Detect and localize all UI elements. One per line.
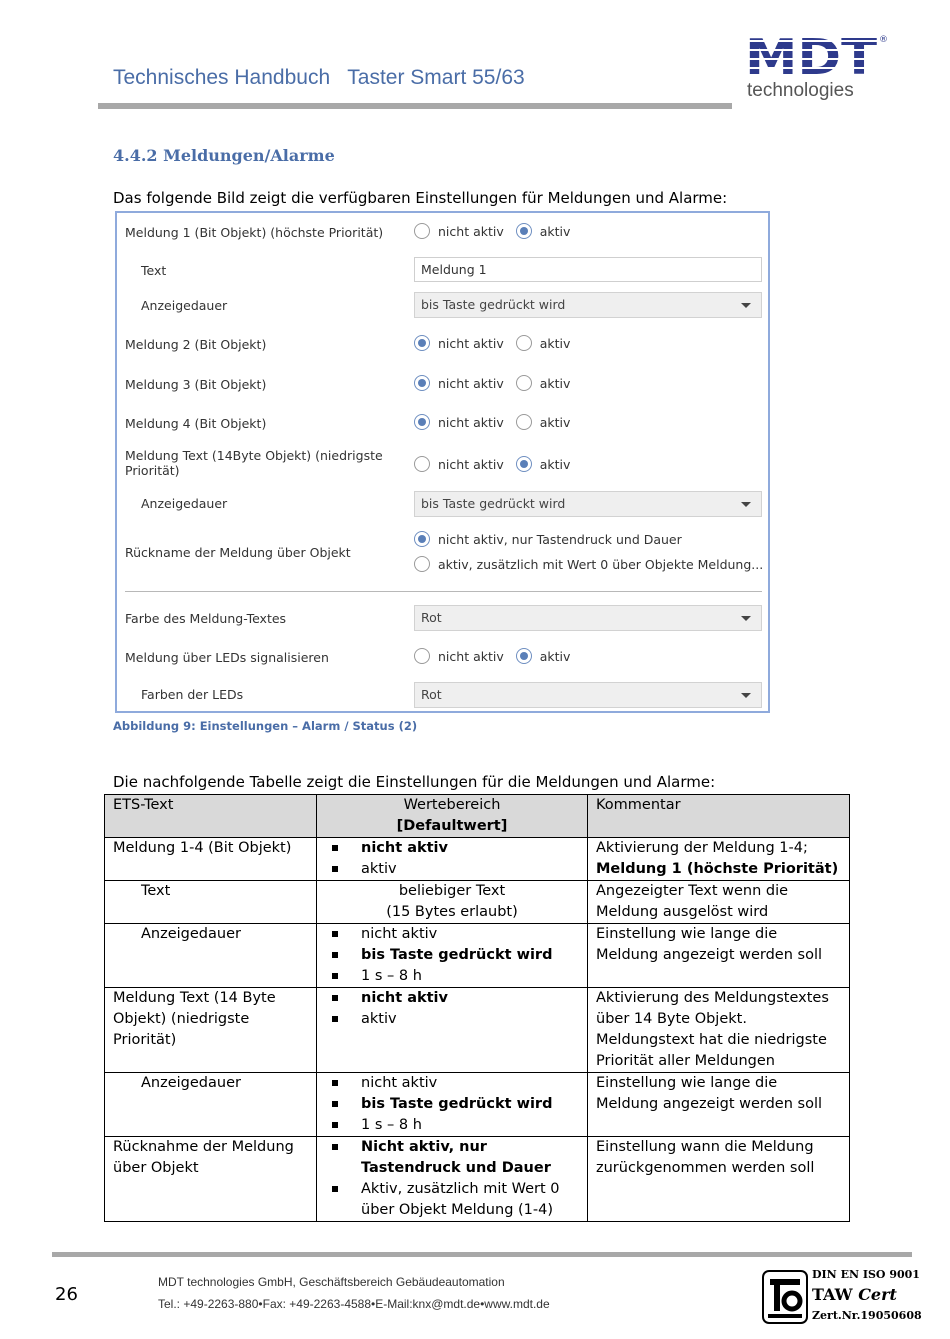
cell-ets: Meldung Text (14 Byte Objekt) (niedrigste Priorität) xyxy=(105,988,317,1073)
cell-values: beliebiger Text (15 Bytes erlaubt) xyxy=(317,881,588,924)
radio-option[interactable]: aktiv xyxy=(516,223,571,239)
radio-on-icon[interactable] xyxy=(516,648,532,664)
value-item: Aktiv, zusätzlich mit Wert 0 über Objekt Meldung (1-4) xyxy=(325,1179,579,1221)
document-title: Technisches Handbuch Taster Smart 55/63 xyxy=(113,66,525,89)
radio-option[interactable]: aktiv xyxy=(516,414,571,430)
label-meldung-4: Meldung 4 (Bit Objekt) xyxy=(125,416,267,431)
radio-off-icon[interactable] xyxy=(414,456,430,472)
cell-comment: Einstellung wann die Meldung zurückgenommen werden soll xyxy=(588,1137,850,1222)
text-input[interactable]: Meldung 1 xyxy=(414,257,762,282)
cert-taw: TAW Cert xyxy=(812,1285,897,1304)
radio-off-icon[interactable] xyxy=(414,556,430,572)
radio-group-leds xyxy=(414,648,582,664)
value-item: Nicht aktiv, nur Tastendruck und Dauer xyxy=(325,1137,579,1179)
anzeigedauer-select[interactable]: bis Taste gedrückt wird xyxy=(414,292,762,318)
radio-on-icon[interactable] xyxy=(414,531,430,547)
mdt-logo xyxy=(745,30,890,102)
label-leds-signal: Meldung über LEDs signalisieren xyxy=(125,650,329,665)
radio-on-icon[interactable] xyxy=(414,335,430,351)
value-item: nicht aktiv xyxy=(325,988,579,1009)
cell-comment: Aktivierung des Meldungstextes über 14 Byte Objekt. Meldungstext hat die niedrigste Priorität aller Meldungen xyxy=(588,988,850,1073)
radio-on-icon[interactable] xyxy=(414,375,430,391)
dropdown-arrow-icon[interactable] xyxy=(741,502,751,507)
radio-option[interactable]: nicht aktiv xyxy=(414,335,504,351)
dropdown-arrow-icon[interactable] xyxy=(741,303,751,308)
cell-ets: Anzeigedauer xyxy=(105,1073,317,1137)
table-row xyxy=(105,881,850,924)
radio-option[interactable]: nicht aktiv xyxy=(414,648,504,664)
table-row xyxy=(105,1073,850,1137)
value-item: nicht aktiv xyxy=(325,838,579,859)
settings-table xyxy=(104,794,850,1222)
label-meldung-2: Meldung 2 (Bit Objekt) xyxy=(125,337,267,352)
cell-values xyxy=(317,1073,588,1137)
value-item: bis Taste gedrückt wird xyxy=(325,945,579,966)
cert-number: Zert.Nr.19050608 xyxy=(812,1309,922,1322)
label-ruecknahme: Rückname der Meldung über Objekt xyxy=(125,545,351,560)
radio-off-icon[interactable] xyxy=(414,648,430,664)
label-farbe-text: Farbe des Meldung-Textes xyxy=(125,611,287,626)
dropdown-arrow-icon[interactable] xyxy=(741,693,751,698)
table-row xyxy=(105,838,850,881)
value-item: aktiv xyxy=(325,1009,579,1030)
header-wertebereich: Wertebereich [Defaultwert] xyxy=(317,795,588,838)
value-item: nicht aktiv xyxy=(325,924,579,945)
cell-comment: Aktivierung der Meldung 1-4; Meldung 1 (höchste Priorität) xyxy=(588,838,850,881)
cell-values xyxy=(317,988,588,1073)
radio-group-meldung-4 xyxy=(414,414,582,430)
table-row xyxy=(105,1137,850,1222)
cell-comment: Angezeigter Text wenn die Meldung ausgelöst wird xyxy=(588,881,850,924)
label-anzeigedauer: Anzeigedauer xyxy=(141,298,228,313)
radio-group-meldung-1 xyxy=(414,223,582,239)
settings-screenshot xyxy=(115,211,770,713)
table-intro: Die nachfolgende Tabelle zeigt die Einstellungen für die Meldungen und Alarme: xyxy=(113,773,716,791)
label-text: Text xyxy=(141,263,167,278)
logo-subtitle: technologies xyxy=(747,80,854,101)
logo-registered: ® xyxy=(879,35,888,45)
radio-option[interactable]: aktiv xyxy=(516,648,571,664)
section-title: 4.4.2 Meldungen/Alarme xyxy=(113,146,335,165)
cell-values xyxy=(317,838,588,881)
footer-contact: Tel.: +49-2263-880•Fax: +49-2263-4588•E-Mail:knx@mdt.de•www.mdt.de xyxy=(158,1297,550,1311)
label-farben-leds: Farben der LEDs xyxy=(141,687,244,702)
header-rule xyxy=(98,103,732,109)
radio-option[interactable]: aktiv xyxy=(516,375,571,391)
header-kommentar: Kommentar xyxy=(588,795,850,838)
footer-company: MDT technologies GmbH, Geschäftsbereich Gebäudeautomation xyxy=(158,1275,505,1289)
cell-comment: Einstellung wie lange die Meldung angezeigt werden soll xyxy=(588,924,850,988)
radio-on-icon[interactable] xyxy=(414,414,430,430)
section-intro: Das folgende Bild zeigt die verfügbaren Einstellungen für Meldungen und Alarme: xyxy=(113,189,728,207)
label-meldung-1: Meldung 1 (Bit Objekt) (höchste Priorität) xyxy=(125,225,384,240)
radio-on-icon[interactable] xyxy=(516,223,532,239)
radio-option[interactable]: nicht aktiv xyxy=(414,456,504,472)
radio-on-icon[interactable] xyxy=(516,456,532,472)
label-anzeigedauer-text: Anzeigedauer xyxy=(141,496,228,511)
cell-values xyxy=(317,924,588,988)
value-item: bis Taste gedrückt wird xyxy=(325,1094,579,1115)
page-number: 26 xyxy=(55,1284,78,1305)
cell-ets: Text xyxy=(105,881,317,924)
cell-ets: Rücknahme der Meldung über Objekt xyxy=(105,1137,317,1222)
farbe-text-select[interactable]: Rot xyxy=(414,605,762,631)
label-meldung-3: Meldung 3 (Bit Objekt) xyxy=(125,377,267,392)
certification-badge xyxy=(762,1268,922,1326)
radio-group-meldung-text xyxy=(414,456,582,472)
radio-option[interactable]: nicht aktiv xyxy=(414,414,504,430)
table-row xyxy=(105,988,850,1073)
panel-separator xyxy=(125,591,762,592)
cell-values xyxy=(317,1137,588,1222)
radio-off-icon[interactable] xyxy=(516,414,532,430)
label-meldung-text: Meldung Text (14Byte Objekt) (niedrigste Priorität) xyxy=(125,448,383,478)
value-item: 1 s – 8 h xyxy=(325,1115,579,1136)
radio-option[interactable]: aktiv, zusätzlich mit Wert 0 über Objekte Meldung... xyxy=(414,556,763,572)
dropdown-arrow-icon[interactable] xyxy=(741,616,751,621)
cell-ets: Anzeigedauer xyxy=(105,924,317,988)
radio-off-icon[interactable] xyxy=(414,223,430,239)
radio-option[interactable]: nicht aktiv xyxy=(414,375,504,391)
radio-group-meldung-3 xyxy=(414,375,582,391)
value-item: nicht aktiv xyxy=(325,1073,579,1094)
header-ets-text: ETS-Text xyxy=(105,795,317,838)
figure-caption: Abbildung 9: Einstellungen – Alarm / Status (2) xyxy=(113,719,418,733)
table-header-row xyxy=(105,795,850,838)
value-item: 1 s – 8 h xyxy=(325,966,579,987)
radio-option[interactable]: aktiv xyxy=(516,456,571,472)
radio-off-icon[interactable] xyxy=(516,375,532,391)
value-item: aktiv xyxy=(325,859,579,880)
cell-comment: Einstellung wie lange die Meldung angezeigt werden soll xyxy=(588,1073,850,1137)
cert-iso: DIN EN ISO 9001 xyxy=(812,1268,920,1281)
cell-ets: Meldung 1-4 (Bit Objekt) xyxy=(105,838,317,881)
radio-group-meldung-2 xyxy=(414,335,582,351)
anzeigedauer-text-select[interactable]: bis Taste gedrückt wird xyxy=(414,491,762,517)
radio-off-icon[interactable] xyxy=(516,335,532,351)
radio-option[interactable]: nicht aktiv xyxy=(414,223,504,239)
radio-option[interactable]: nicht aktiv, nur Tastendruck und Dauer xyxy=(414,531,682,547)
farben-leds-select[interactable]: Rot xyxy=(414,682,762,708)
taw-cert-icon xyxy=(762,1270,808,1324)
radio-option[interactable]: aktiv xyxy=(516,335,571,351)
footer-rule xyxy=(52,1252,912,1257)
table-row xyxy=(105,924,850,988)
